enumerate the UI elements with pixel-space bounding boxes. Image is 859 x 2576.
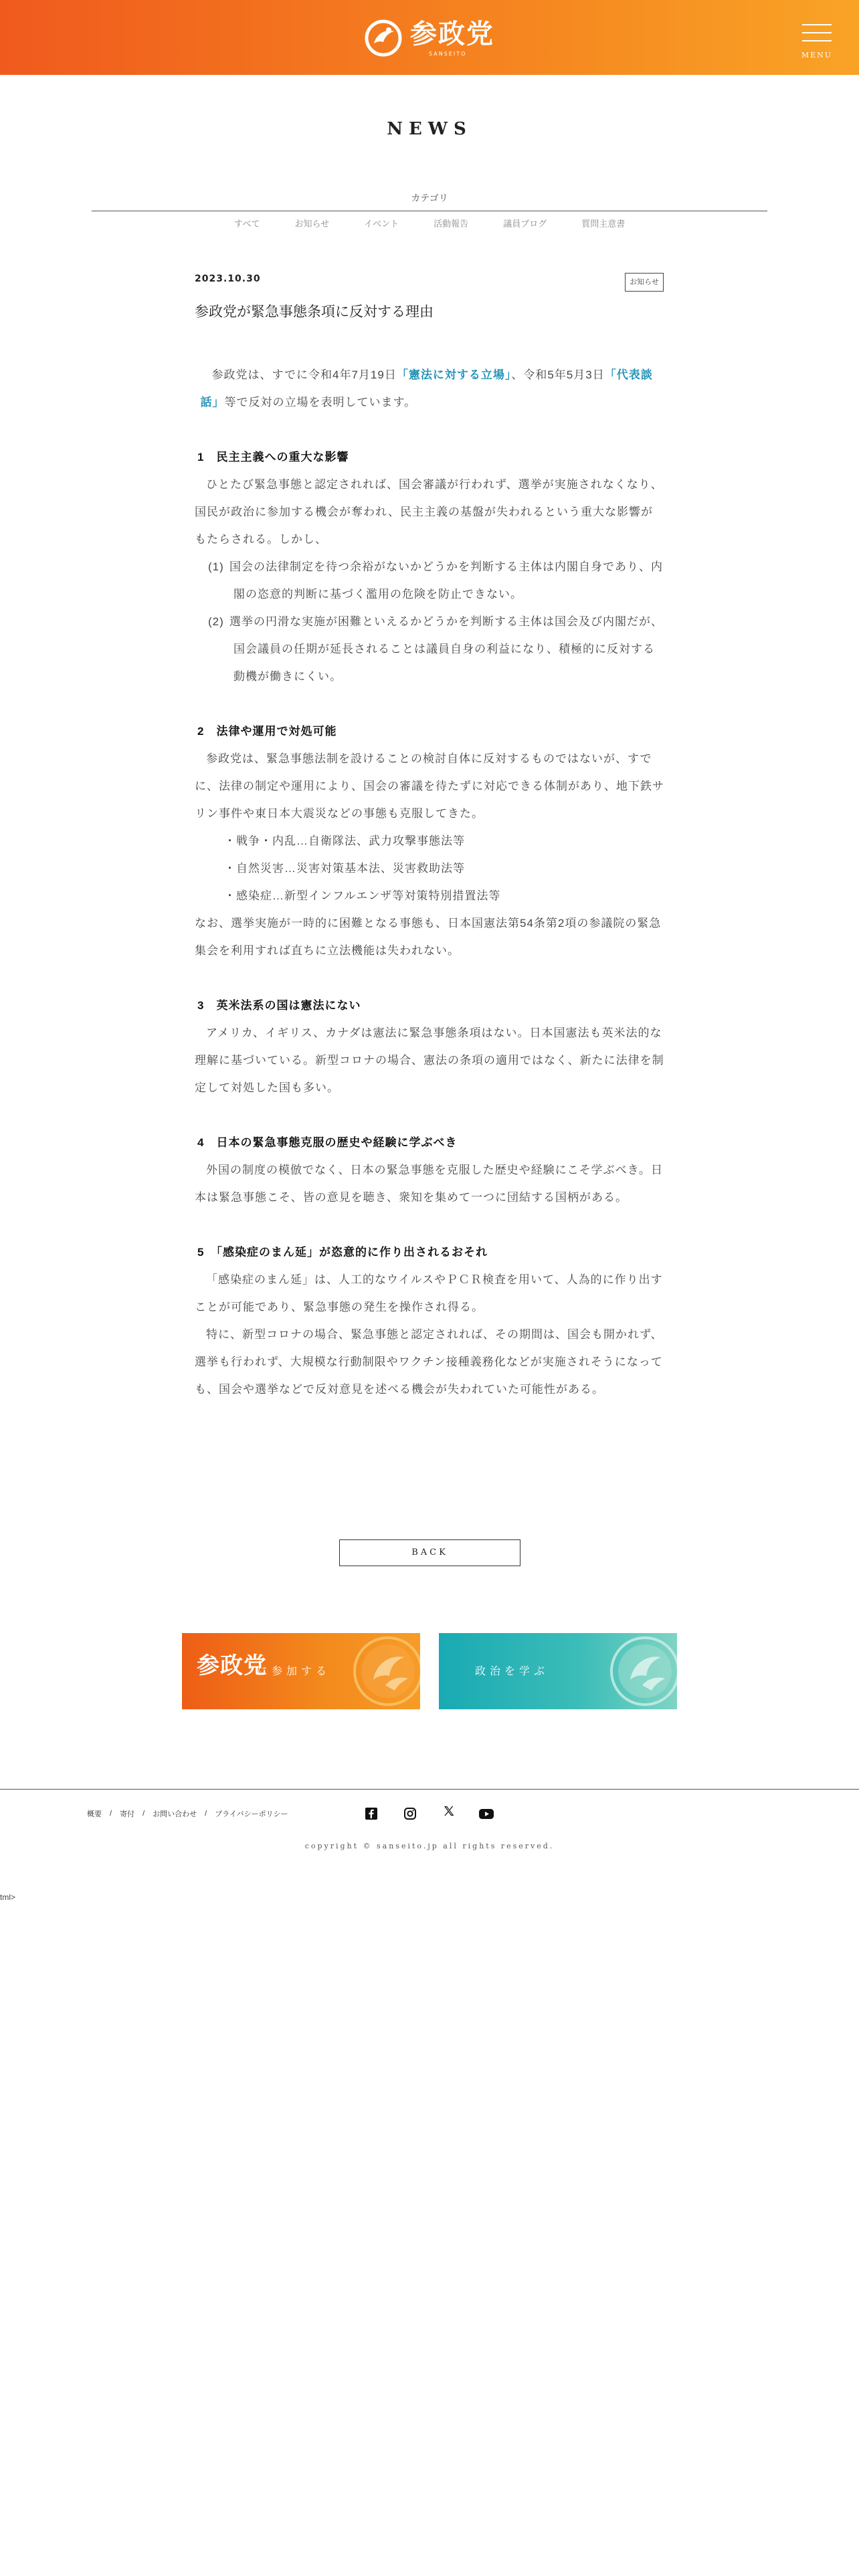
- hamburger-icon-bar: [802, 32, 832, 33]
- footer-separator: /: [142, 1810, 145, 1818]
- section-heading-1: 1 民主主義への重大な影響: [197, 451, 349, 463]
- representative-statement-link[interactable]: 「代表談話」: [200, 368, 653, 409]
- section-5-paragraph-2: 特に、新型コロナの場合、緊急事態と認定されれば、その期間は、国会も開かれず、選挙も行われず、大規模な行動制限やワクチン接種義務化などが実施されそうになっても、国会や選挙などで反対意見を述べる機会が失われていた可能性がある。: [195, 1328, 663, 1396]
- category-filter: [92, 217, 767, 231]
- phoenix-emblem-icon: [603, 1633, 677, 1709]
- footer-link-contact[interactable]: お問い合わせ: [153, 1810, 197, 1818]
- spacer: [195, 1211, 664, 1239]
- footer-separator: /: [205, 1810, 207, 1818]
- menu-button[interactable]: [800, 23, 834, 60]
- spacer: [195, 1101, 664, 1129]
- section-2-bullet-2: ・自然災害…災害対策基本法、災害救助法等: [224, 862, 465, 875]
- category-questions[interactable]: 質問主意書: [581, 219, 626, 229]
- section-3-paragraph: アメリカ、イギリス、カナダは憲法に緊急事態条項はない。日本国憲法も英米法的な理解に基づいている。新型コロナの場合、憲法の条項の適用ではなく、新たに法律を制定して対処した国も多い。: [195, 1027, 664, 1094]
- logo-text: 参政党: [410, 18, 494, 49]
- join-banner-text: に参加する: [257, 1666, 331, 1677]
- section-heading-5: 5 「感染症のまん延」が恣意的に作り出されるおそれ: [197, 1246, 488, 1259]
- banner-logo-text: 参政党: [197, 1652, 267, 1679]
- footer-link-donate[interactable]: 寄付: [120, 1810, 135, 1818]
- phoenix-emblem-icon: [347, 1633, 420, 1709]
- article-body: [195, 361, 664, 1403]
- section-2-paragraph: 参政党は、緊急事態法制を設けることの検討自体に反対するものではないが、すでに、法律の制定や運用により、国会の審議を待たずに対応できる体制があり、地下鉄サリン事件や東日本大震災などの事態も克服してきた。: [195, 752, 664, 820]
- site-logo[interactable]: [365, 16, 498, 60]
- facebook-icon[interactable]: [365, 1807, 378, 1820]
- section-heading-3: 3 英米法系の国は憲法にない: [197, 999, 361, 1012]
- intro-text: 等で反対の立場を表明しています。: [224, 396, 417, 409]
- back-button[interactable]: BACK: [339, 1539, 520, 1566]
- article-title: 参政党が緊急事態条項に反対する理由: [195, 304, 434, 320]
- site-header: [0, 0, 859, 75]
- intro-text: 参政党は、すでに令和4年7月19日: [211, 368, 397, 381]
- category-label: カテゴリ: [411, 193, 448, 203]
- section-5-paragraph-1: 「感染症のまん延」は、人工的なウイルスやＰＣＲ検査を用いて、人為的に作り出すことが可能であり、緊急事態の発生を操作され得る。: [195, 1273, 663, 1313]
- intro-text: 、令和5年5月3日: [511, 368, 605, 381]
- spacer: [195, 964, 664, 992]
- item-number: (1): [208, 560, 224, 573]
- section-2-bullet-1: ・戦争・内乱…自衛隊法、武力攻撃事態法等: [224, 835, 465, 847]
- section-4-paragraph: 外国の制度の模倣でなく、日本の緊急事態を克服した歴史や経験にこそ学ぶべき。日本は緊急事態こそ、皆の意見を聴き、衆知を集めて一つに団結する国柄がある。: [195, 1164, 663, 1204]
- join-party-banner[interactable]: [182, 1633, 420, 1709]
- x-icon[interactable]: [442, 1804, 456, 1818]
- hamburger-icon-bar: [802, 40, 832, 41]
- section-2-bullet-3: ・感染症…新型インフルエンザ等対策特別措置法等: [224, 889, 501, 902]
- category-badge: お知らせ: [625, 273, 664, 292]
- item-number: (2): [208, 615, 224, 628]
- constitution-position-link[interactable]: 「憲法に対する立場」: [396, 368, 512, 381]
- stray-text: tml>: [0, 1893, 16, 1902]
- section-1-paragraph: ひとたび緊急事態と認定されれば、国会審議が行われず、選挙が実施されなくなり、国民が政治に参加する機会が奪われ、民主主義の基盤が失われるという重大な影響がもたらされる。しかし、: [195, 478, 663, 546]
- intro-paragraph: [195, 361, 664, 416]
- spacer: [195, 416, 664, 443]
- section-heading-2: 2 法律や運用で対処可能: [197, 725, 337, 738]
- section-2-note: なお、選挙実施が一時的に困難となる事態も、日本国憲法第54条第2項の参議院の緊急集会を利用すれば直ちに立法機能は失われない。: [195, 917, 662, 957]
- spacer: [195, 690, 664, 718]
- menu-label: MENU: [801, 51, 833, 60]
- footer-link-overview[interactable]: 概要: [87, 1810, 102, 1818]
- item-text: 選挙の円滑な実施が困難といえるかどうかを判断する主体は国会及び内閣だが、国会議員の任期が延長されることは議員自身の利益になり、積極的に反対する動機が働きにくい。: [229, 615, 663, 683]
- learn-politics-banner[interactable]: [439, 1633, 677, 1709]
- category-all[interactable]: すべて: [233, 219, 260, 229]
- article-date: 2023.10.30: [195, 274, 261, 284]
- logo-subtext: SANSEITO: [429, 51, 467, 57]
- page-title: NEWS: [387, 119, 472, 139]
- category-notices[interactable]: お知らせ: [294, 219, 330, 229]
- item-text: 国会の法律制定を待つ余裕がないかどうかを判断する主体は内閣自身であり、内閣の恣意的判断に基づく濫用の危険を防止できない。: [229, 560, 663, 601]
- party-logo-icon: [365, 19, 402, 57]
- copyright: copyright © sanseito.jp all rights reserved.: [304, 1842, 555, 1850]
- learn-banner-text: 政治を学ぶ: [475, 1666, 549, 1677]
- footer-link-privacy[interactable]: プライバシーポリシー: [215, 1810, 288, 1818]
- category-events[interactable]: イベント: [364, 219, 399, 229]
- section-1-item-1: [195, 553, 664, 608]
- section-heading-4: 4 日本の緊急事態克服の歴史や経験に学ぶべき: [197, 1136, 458, 1149]
- hamburger-icon: [802, 24, 832, 25]
- category-activity-reports[interactable]: 活動報告: [434, 219, 469, 229]
- footer-divider: [0, 1789, 859, 1790]
- instagram-icon[interactable]: [403, 1807, 417, 1820]
- footer-links: [87, 1808, 288, 1819]
- footer-separator: /: [110, 1810, 112, 1818]
- section-1-item-2: [195, 608, 664, 690]
- youtube-icon[interactable]: [478, 1807, 494, 1820]
- category-member-blog[interactable]: 議員ブログ: [503, 219, 547, 229]
